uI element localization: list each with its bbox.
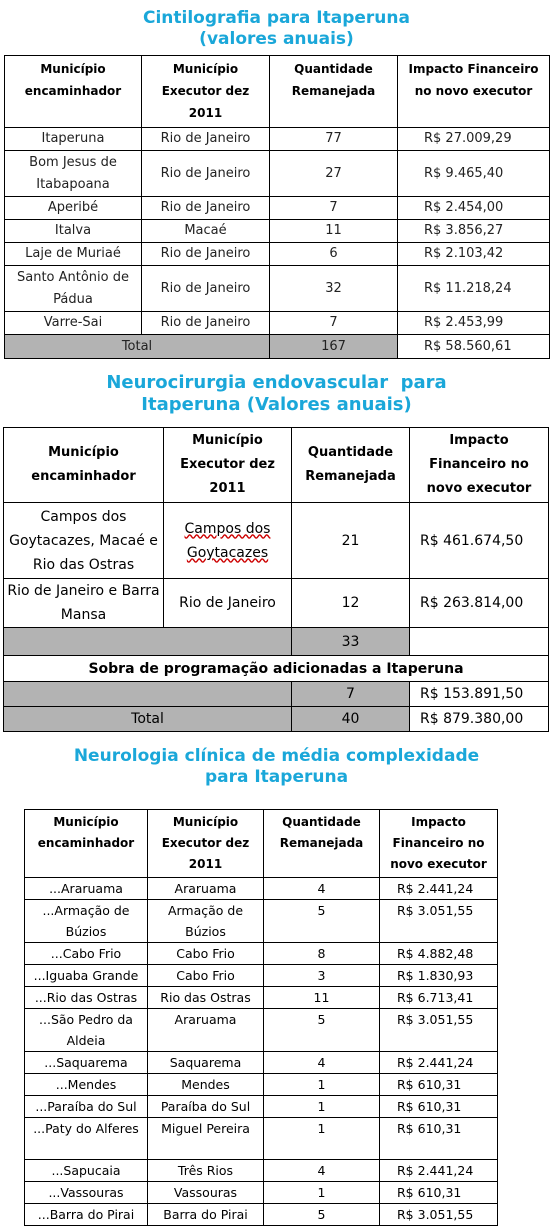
cell-origin: ...Barra do Pirai — [25, 1204, 148, 1226]
table-row — [25, 965, 498, 987]
cell-quantity: 6 — [270, 243, 398, 266]
cell-origin: Laje de Muriaé — [5, 243, 142, 266]
table-header-row — [25, 810, 498, 878]
table-row — [5, 312, 550, 335]
cell-impact: R$ 610,31 — [380, 1118, 498, 1160]
header-impact: Impacto Financeiro no novo executor — [410, 428, 549, 503]
cell-executor: Mendes — [148, 1074, 264, 1096]
cell-impact: R$ 2.454,00 — [398, 197, 550, 220]
table-row — [25, 900, 498, 943]
cell-executor — [164, 503, 292, 579]
cell-quantity: 5 — [264, 1204, 380, 1226]
cell-quantity: 5 — [264, 900, 380, 943]
cell-origin: ...Saquarema — [25, 1052, 148, 1074]
cell-quantity: 5 — [264, 1009, 380, 1052]
cell-quantity: 12 — [292, 579, 410, 628]
cell-quantity: 27 — [270, 151, 398, 197]
cell-executor: Araruama — [148, 1009, 264, 1052]
cell-quantity: 4 — [264, 1160, 380, 1182]
section1-title-line2: (valores anuais) — [199, 29, 354, 49]
cell-origin: Varre-Sai — [5, 312, 142, 335]
cell-origin: Aperibé — [5, 197, 142, 220]
cell-origin: ...Vassouras — [25, 1182, 148, 1204]
cell-impact: R$ 11.218,24 — [398, 266, 550, 312]
subtotal-row — [4, 628, 549, 656]
cell-quantity: 1 — [264, 1074, 380, 1096]
cell-executor: Paraíba do Sul — [148, 1096, 264, 1118]
cell-impact: R$ 1.830,93 — [380, 965, 498, 987]
cell-quantity: 1 — [264, 1182, 380, 1204]
header-executor: Município Executor dez 2011 — [164, 428, 292, 503]
cell-impact: R$ 461.674,50 — [410, 503, 549, 579]
subtotal-value — [410, 628, 549, 656]
table-row — [25, 1160, 498, 1182]
cell-executor: Rio de Janeiro — [142, 128, 270, 151]
cell-impact: R$ 610,31 — [380, 1074, 498, 1096]
cell-impact: R$ 6.713,41 — [380, 987, 498, 1009]
surplus-label-row — [4, 656, 549, 682]
total-value: R$ 58.560,61 — [398, 335, 550, 359]
cell-executor: Rio das Ostras — [148, 987, 264, 1009]
table-row — [25, 1182, 498, 1204]
section1-title — [0, 8, 553, 50]
total-label: Total — [5, 335, 270, 359]
cell-quantity: 4 — [264, 1052, 380, 1074]
neurosurgery-table — [3, 427, 549, 732]
cell-origin: ...Armação de Búzios — [25, 900, 148, 943]
total-row — [4, 707, 549, 732]
cell-quantity: 1 — [264, 1096, 380, 1118]
neurology-table — [24, 809, 498, 1226]
table-row — [5, 266, 550, 312]
total-row — [5, 335, 550, 359]
cell-executor: Rio de Janeiro — [142, 151, 270, 197]
total-quantity: 40 — [292, 707, 410, 732]
cell-origin: ...Paraíba do Sul — [25, 1096, 148, 1118]
cell-quantity: 21 — [292, 503, 410, 579]
cell-impact: R$ 4.882,48 — [380, 943, 498, 965]
cell-quantity: 7 — [270, 197, 398, 220]
cell-origin: Rio de Janeiro e Barra Mansa — [4, 579, 164, 628]
cell-executor: Rio de Janeiro — [142, 197, 270, 220]
cell-origin: ...Cabo Frio — [25, 943, 148, 965]
header-quantity: Quantidade Remanejada — [292, 428, 410, 503]
executor-text: Campos dos Goytacazes — [184, 520, 271, 561]
cell-impact: R$ 3.051,55 — [380, 1009, 498, 1052]
table-row — [5, 197, 550, 220]
section1-title-line1: Cintilografia para Itaperuna — [143, 8, 410, 28]
cell-quantity: 3 — [264, 965, 380, 987]
header-impact: Impacto Financeiro no novo executor — [398, 56, 550, 128]
table-header-row — [4, 428, 549, 503]
table-row — [25, 1118, 498, 1160]
section2-title-line2: Itaperuna (Valores anuais) — [141, 394, 412, 415]
cell-origin: ...São Pedro da Aldeia — [25, 1009, 148, 1052]
cell-impact: R$ 27.009,29 — [398, 128, 550, 151]
table-row — [25, 1009, 498, 1052]
cell-executor: Rio de Janeiro — [142, 312, 270, 335]
cell-impact: R$ 2.103,42 — [398, 243, 550, 266]
header-executor: Município Executor dez 2011 — [142, 56, 270, 128]
section3-title — [0, 746, 553, 788]
cell-executor: Araruama — [148, 878, 264, 900]
total-label: Total — [4, 707, 292, 732]
cell-origin: Italva — [5, 220, 142, 243]
cell-quantity: 11 — [270, 220, 398, 243]
table-row — [5, 243, 550, 266]
cell-origin: Santo Antônio de Pádua — [5, 266, 142, 312]
cell-executor: Rio de Janeiro — [142, 243, 270, 266]
cell-impact: R$ 2.441,24 — [380, 1160, 498, 1182]
table-row — [4, 579, 549, 628]
table-row — [25, 1096, 498, 1118]
cell-executor: Barra do Pirai — [148, 1204, 264, 1226]
subtotal-quantity: 33 — [292, 628, 410, 656]
cell-origin: ...Araruama — [25, 878, 148, 900]
cell-impact: R$ 610,31 — [380, 1096, 498, 1118]
cell-impact: R$ 9.465,40 — [398, 151, 550, 197]
header-quantity: Quantidade Remanejada — [270, 56, 398, 128]
cell-impact: R$ 2.453,99 — [398, 312, 550, 335]
table-row — [25, 1052, 498, 1074]
cell-origin: Itaperuna — [5, 128, 142, 151]
total-quantity: 167 — [270, 335, 398, 359]
header-origin: Município encaminhador — [5, 56, 142, 128]
table-row — [25, 1204, 498, 1226]
cell-executor: Três Rios — [148, 1160, 264, 1182]
cell-executor: Vassouras — [148, 1182, 264, 1204]
table-header-row — [5, 56, 550, 128]
cell-impact: R$ 263.814,00 — [410, 579, 549, 628]
cell-origin: ...Rio das Ostras — [25, 987, 148, 1009]
header-origin: Município encaminhador — [25, 810, 148, 878]
section3-title-line1: Neurologia clínica de média complexidade — [73, 746, 480, 766]
cell-executor: Armação de Búzios — [148, 900, 264, 943]
section3-title-line2: para Itaperuna — [204, 767, 349, 787]
surplus-value: R$ 153.891,50 — [410, 682, 549, 707]
table-row — [25, 878, 498, 900]
table-row — [5, 220, 550, 243]
cell-executor: Miguel Pereira — [148, 1118, 264, 1160]
cell-executor: Rio de Janeiro — [164, 579, 292, 628]
table-row — [5, 151, 550, 197]
cell-quantity: 4 — [264, 878, 380, 900]
header-quantity: Quantidade Remanejada — [264, 810, 380, 878]
cell-origin: Bom Jesus de Itabapoana — [5, 151, 142, 197]
table-row — [25, 943, 498, 965]
cell-executor: Saquarema — [148, 1052, 264, 1074]
cell-impact: R$ 3.051,55 — [380, 1204, 498, 1226]
section2-title-line1: Neurocirurgia endovascular para — [106, 372, 447, 393]
surplus-blank — [4, 682, 292, 707]
cell-quantity: 32 — [270, 266, 398, 312]
cell-origin: ...Iguaba Grande — [25, 965, 148, 987]
cell-origin: ...Mendes — [25, 1074, 148, 1096]
surplus-quantity: 7 — [292, 682, 410, 707]
cell-executor: Cabo Frio — [148, 965, 264, 987]
cell-origin: ...Paty do Alferes — [25, 1118, 148, 1160]
header-executor: Município Executor dez 2011 — [148, 810, 264, 878]
cell-executor: Macaé — [142, 220, 270, 243]
cell-quantity: 11 — [264, 987, 380, 1009]
cell-executor: Cabo Frio — [148, 943, 264, 965]
table-row — [25, 987, 498, 1009]
surplus-row — [4, 682, 549, 707]
cell-impact: R$ 3.856,27 — [398, 220, 550, 243]
total-value: R$ 879.380,00 — [410, 707, 549, 732]
table-row — [25, 1074, 498, 1096]
cell-quantity: 1 — [264, 1118, 380, 1160]
scintigraphy-table — [4, 55, 550, 359]
table-row — [4, 503, 549, 579]
cell-quantity: 7 — [270, 312, 398, 335]
cell-origin: Campos dos Goytacazes, Macaé e Rio das Ostras — [4, 503, 164, 579]
cell-quantity: 77 — [270, 128, 398, 151]
cell-impact: R$ 610,31 — [380, 1182, 498, 1204]
cell-impact: R$ 2.441,24 — [380, 878, 498, 900]
cell-quantity: 8 — [264, 943, 380, 965]
section2-title — [0, 372, 553, 416]
header-impact: Impacto Financeiro no novo executor — [380, 810, 498, 878]
surplus-label: Sobra de programação adicionadas a Itaperuna — [4, 656, 549, 682]
subtotal-blank — [4, 628, 292, 656]
table-row — [5, 128, 550, 151]
cell-impact: R$ 2.441,24 — [380, 1052, 498, 1074]
cell-executor: Rio de Janeiro — [142, 266, 270, 312]
cell-impact: R$ 3.051,55 — [380, 900, 498, 943]
cell-origin: ...Sapucaia — [25, 1160, 148, 1182]
header-origin: Município encaminhador — [4, 428, 164, 503]
